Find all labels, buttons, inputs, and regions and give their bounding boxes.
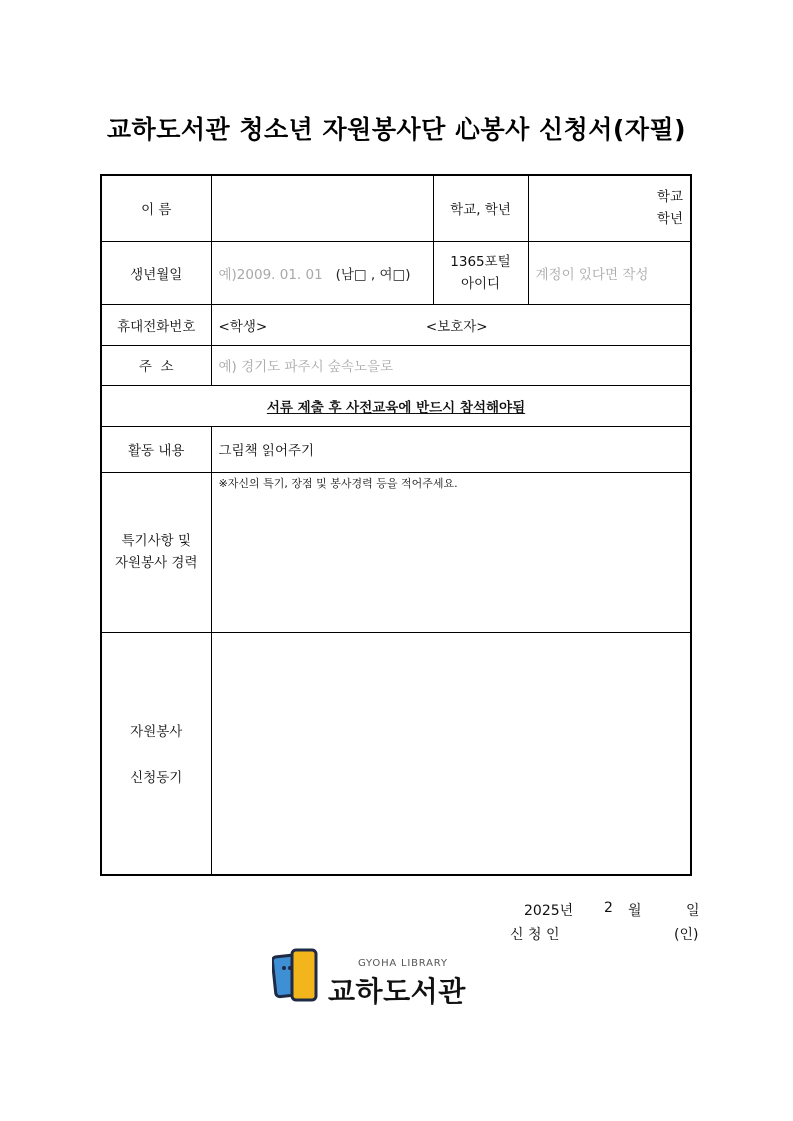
row-phone (101, 304, 691, 345)
row-motive (101, 632, 691, 875)
date-year: 2025년 (524, 903, 574, 919)
library-logo-icon (272, 948, 324, 1006)
experience-label-line2: 자원봉사 경력 (114, 555, 198, 571)
school-label: 학교, 학년 (433, 175, 528, 241)
experience-hint: ※자신의 특기, 장점 및 봉사경력 등을 적어주세요. (218, 476, 458, 490)
phone-field[interactable] (211, 304, 691, 345)
gender-options[interactable]: (남□ , 여□) (335, 266, 411, 283)
logo-korean-text: 교하도서관 (328, 975, 466, 1008)
phone-label: 휴대전화번호 (101, 304, 211, 345)
row-experience (101, 472, 691, 632)
portal-label-line1: 1365포털 (450, 253, 511, 270)
portal-hint: 계정이 있다면 작성 (535, 266, 649, 283)
page-title: 교하도서관 청소년 자원봉사단 心봉사 신청서(자필) (106, 115, 687, 144)
motive-label-line1: 자원봉사 (130, 724, 183, 741)
portal-label (433, 241, 528, 304)
activity-value: 그림책 읽어주기 (211, 426, 691, 472)
applicant-line (500, 924, 700, 944)
seal-label: (인) (674, 927, 699, 943)
row-activity (101, 426, 691, 472)
birth-field[interactable] (211, 241, 433, 304)
motive-field[interactable] (211, 632, 691, 875)
notice-text: 서류 제출 후 사전교육에 반드시 참석해야됨 (101, 385, 691, 426)
name-field[interactable] (211, 175, 433, 241)
portal-label-line2: 아이디 (460, 275, 501, 292)
row-name (101, 175, 691, 241)
row-birth (101, 241, 691, 304)
experience-label-line1: 특기사항 및 (121, 533, 191, 549)
birth-example: 예)2009. 01. 01 (218, 266, 323, 283)
applicant-label: 신 청 인 (510, 927, 560, 943)
experience-field[interactable] (211, 472, 691, 632)
experience-label (101, 472, 211, 632)
application-form-table (100, 174, 692, 876)
school-field[interactable] (528, 175, 691, 241)
date-month-unit: 월 (628, 903, 642, 919)
grade-unit: 학년 (656, 211, 683, 228)
name-label: 이 름 (101, 175, 211, 241)
portal-field[interactable] (528, 241, 691, 304)
row-notice (101, 385, 691, 426)
library-logo (272, 948, 472, 1006)
address-hint: 예) 경기도 파주시 숲속노을로 (218, 359, 394, 375)
row-address (101, 345, 691, 385)
motive-label-line2: 신청동기 (130, 770, 183, 787)
phone-student-label: <학생> (218, 318, 268, 335)
school-unit: 학교 (656, 189, 683, 206)
address-label: 주 소 (101, 345, 211, 385)
logo-english-text: GYOHA LIBRARY (358, 958, 448, 969)
activity-label: 활동 내용 (101, 426, 211, 472)
phone-guardian-label: <보호자> (425, 318, 488, 335)
address-field[interactable] (211, 345, 691, 385)
motive-label (101, 632, 211, 875)
date-month-number: 2 (604, 900, 613, 916)
date-line (500, 900, 700, 920)
birth-label: 생년월일 (101, 241, 211, 304)
date-day-unit: 일 (686, 903, 700, 919)
